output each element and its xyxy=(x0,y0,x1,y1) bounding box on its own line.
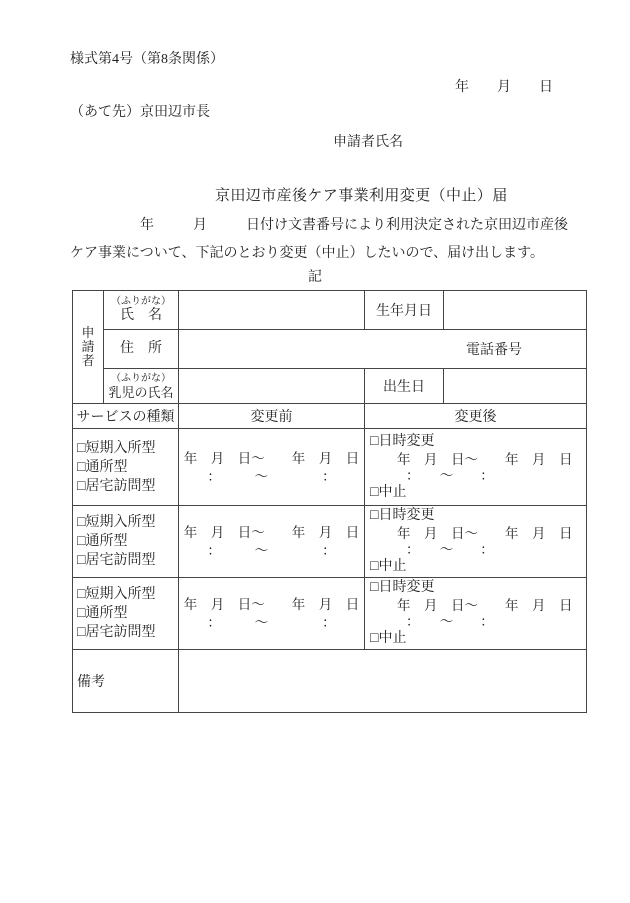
option-home-visit-label: 居宅訪問型 xyxy=(85,553,156,568)
option-datetime-change-label: 日時変更 xyxy=(378,580,435,595)
name-label-cell xyxy=(104,291,179,330)
checkbox-datetime-change[interactable]: □ xyxy=(370,508,379,523)
option-day-care-label: 通所型 xyxy=(85,606,128,621)
birthdate-label: 生年月日 xyxy=(376,304,432,319)
infant-name-label-cell xyxy=(104,369,179,404)
after-header: 変更後 xyxy=(454,410,497,425)
infant-row xyxy=(73,369,587,404)
intro-line-1-rest: 日付け文書番号により利用決定された京田辺市産後 xyxy=(246,218,568,233)
option-day-care xyxy=(77,458,178,477)
option-datetime-change-label: 日時変更 xyxy=(378,433,435,449)
before-header-cell xyxy=(179,404,365,429)
option-short-stay xyxy=(77,513,178,532)
address-label-cell xyxy=(104,330,179,369)
applicant-address-row xyxy=(73,330,587,369)
option-cancel xyxy=(370,630,586,648)
infant-name-label: 乳児の氏名 xyxy=(108,384,174,400)
option-home-visit xyxy=(77,623,178,642)
address-label: 住 所 xyxy=(120,341,162,356)
intro-line-2: ケア事業について、下記のとおり変更（中止）したいので、届け出します。 xyxy=(70,246,545,261)
before-date-range: 年 月 日～ 年 月 日 xyxy=(183,450,360,466)
option-cancel-label: 中止 xyxy=(378,631,407,646)
checkbox-short-stay[interactable]: □ xyxy=(77,440,86,456)
option-datetime-change xyxy=(370,579,586,597)
applicant-signature-label: 申請者氏名 xyxy=(333,135,403,150)
after-time-range: ： ～ ： xyxy=(406,614,494,629)
checkbox-datetime-change[interactable]: □ xyxy=(370,580,379,595)
before-time-range: ： ～ ： xyxy=(207,468,336,484)
option-day-care-label: 通所型 xyxy=(85,459,128,475)
checkbox-cancel[interactable]: □ xyxy=(370,484,379,500)
name-label: 氏 名 xyxy=(120,308,162,323)
service-type-header-cell xyxy=(73,404,179,429)
service-type-cell xyxy=(73,429,179,506)
intro-month-label: 月 xyxy=(193,218,207,233)
option-short-stay xyxy=(77,439,178,458)
option-home-visit-label: 居宅訪問型 xyxy=(85,625,156,640)
before-date-range: 年 月 日～ 年 月 日 xyxy=(183,597,360,612)
before-header: 変更前 xyxy=(250,410,293,425)
option-cancel xyxy=(370,558,586,576)
applicant-group-cell xyxy=(73,291,104,404)
option-cancel xyxy=(370,484,586,502)
checkbox-day-care[interactable]: □ xyxy=(77,534,86,549)
option-datetime-change xyxy=(370,433,586,451)
checkbox-short-stay[interactable]: □ xyxy=(77,587,86,602)
checkbox-cancel[interactable]: □ xyxy=(370,631,379,646)
checkbox-short-stay[interactable]: □ xyxy=(77,515,86,530)
option-datetime-change xyxy=(370,507,586,525)
applicant-group-label: 申請者 xyxy=(81,325,95,368)
after-date-range: 年 月 日～ 年 月 日 xyxy=(397,526,573,541)
checkbox-home-visit[interactable]: □ xyxy=(77,553,86,568)
option-short-stay-label: 短期入所型 xyxy=(85,440,156,456)
remarks-row xyxy=(73,650,587,713)
checkbox-day-care[interactable]: □ xyxy=(77,459,86,475)
intro-line-1 xyxy=(140,218,568,234)
remarks-label: 備考 xyxy=(77,675,105,690)
after-date-range: 年 月 日～ 年 月 日 xyxy=(397,598,573,613)
birthdate-input-cell[interactable] xyxy=(444,291,587,330)
option-day-care xyxy=(77,604,178,623)
service-row-2 xyxy=(73,506,587,578)
service-type-header: サービスの種類 xyxy=(76,410,175,425)
phone-label: 電話番号 xyxy=(466,343,522,358)
infant-name-input-cell[interactable] xyxy=(179,369,365,404)
service-type-cell xyxy=(73,506,179,578)
option-short-stay xyxy=(77,585,178,604)
before-date-range: 年 月 日～ 年 月 日 xyxy=(183,525,360,540)
infant-birthdate-label: 出生日 xyxy=(383,380,425,395)
record-marker: 記 xyxy=(308,270,322,285)
option-home-visit xyxy=(77,477,178,496)
checkbox-day-care[interactable]: □ xyxy=(77,606,86,621)
birthdate-label-cell xyxy=(365,291,444,330)
before-time-range: ： ～ ： xyxy=(207,543,336,558)
remarks-label-cell xyxy=(73,650,179,713)
option-day-care-label: 通所型 xyxy=(85,534,128,549)
option-home-visit xyxy=(77,551,178,570)
option-cancel-label: 中止 xyxy=(378,559,407,574)
service-type-cell xyxy=(73,578,179,650)
after-time-range: ： ～ ： xyxy=(406,542,494,557)
option-cancel-label: 中止 xyxy=(378,484,407,500)
service-header-row xyxy=(73,404,587,429)
infant-birthdate-input-cell[interactable] xyxy=(444,369,587,404)
checkbox-datetime-change[interactable]: □ xyxy=(370,433,379,449)
option-day-care xyxy=(77,532,178,551)
option-short-stay-label: 短期入所型 xyxy=(85,587,156,602)
application-table xyxy=(72,290,587,713)
before-cell[interactable] xyxy=(179,506,365,578)
service-row-3 xyxy=(73,578,587,650)
before-cell[interactable] xyxy=(179,429,365,506)
applicant-name-row xyxy=(73,291,587,330)
infant-birthdate-label-cell xyxy=(365,369,444,404)
header-date-line: 年 月 日 xyxy=(455,80,553,95)
before-time-range: ： ～ ： xyxy=(207,615,336,630)
after-time-range: ： ～ ： xyxy=(406,467,494,483)
infant-furigana-label: （ふりがな） xyxy=(111,372,171,384)
option-short-stay-label: 短期入所型 xyxy=(85,515,156,530)
after-cell[interactable] xyxy=(365,506,587,578)
checkbox-cancel[interactable]: □ xyxy=(370,559,379,574)
option-datetime-change-label: 日時変更 xyxy=(378,508,435,523)
form-title: 京田辺市産後ケア事業利用変更（中止）届 xyxy=(215,188,508,204)
remarks-input-cell[interactable] xyxy=(179,650,587,713)
address-input-cell[interactable] xyxy=(179,330,587,369)
service-row-1 xyxy=(73,429,587,506)
before-cell[interactable] xyxy=(179,578,365,650)
checkbox-home-visit[interactable]: □ xyxy=(77,625,86,640)
option-home-visit-label: 居宅訪問型 xyxy=(85,478,156,494)
after-cell[interactable] xyxy=(365,578,587,650)
name-furigana-label: （ふりがな） xyxy=(111,296,171,307)
addressee: （あて先）京田辺市長 xyxy=(70,105,210,120)
after-header-cell xyxy=(365,404,587,429)
name-input-cell[interactable] xyxy=(179,291,365,330)
after-cell[interactable] xyxy=(365,429,587,506)
intro-year-label: 年 xyxy=(140,218,154,233)
after-date-range: 年 月 日～ 年 月 日 xyxy=(397,451,573,467)
checkbox-home-visit[interactable]: □ xyxy=(77,478,86,494)
form-number: 様式第4号（第8条関係） xyxy=(70,52,224,67)
